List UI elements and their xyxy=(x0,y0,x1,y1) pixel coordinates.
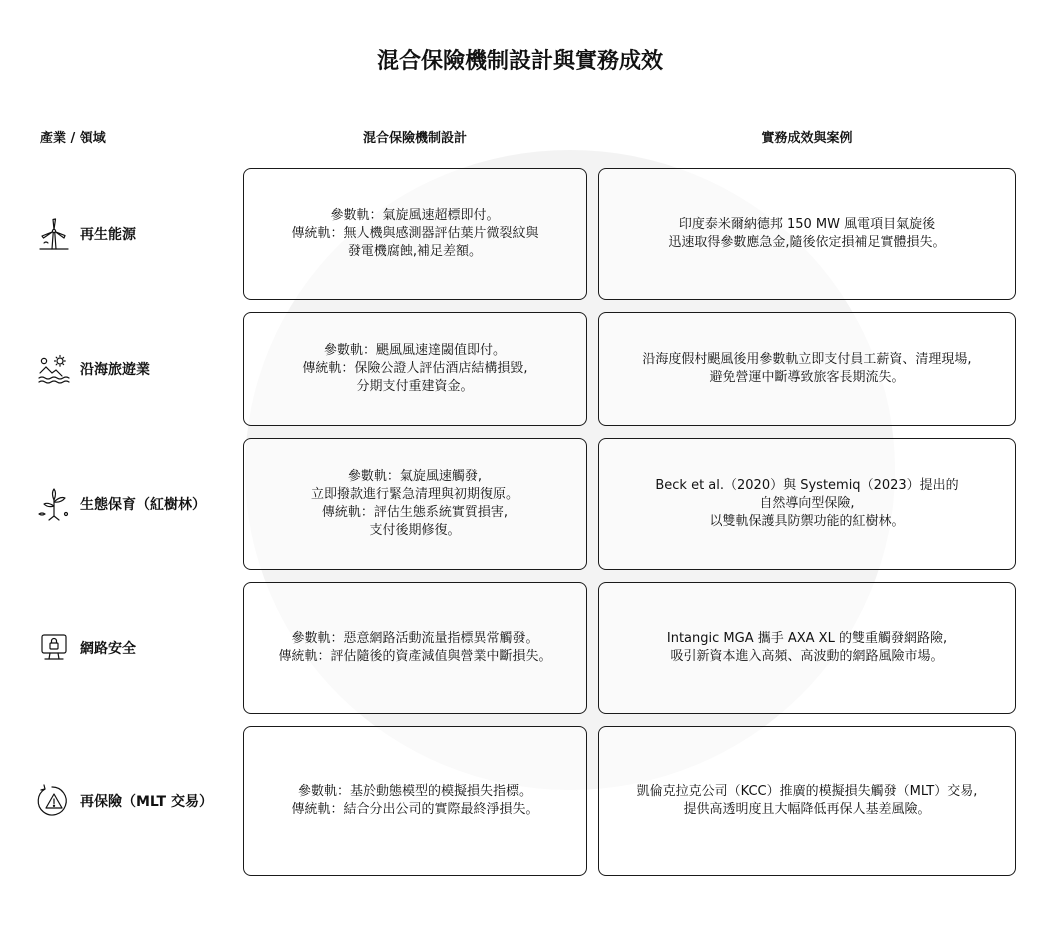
industry-label: 生態保育（紅樹林） xyxy=(80,497,206,513)
results-text-line: 以雙軌保護具防禦功能的紅樹林。 xyxy=(709,514,905,529)
results-card xyxy=(598,582,1016,714)
warning-cycle-icon xyxy=(36,783,72,819)
table-row-renewable-energy xyxy=(0,168,1040,300)
column-header-results: 實務成效與案例 xyxy=(761,131,853,146)
design-text-line: 傳統軌：無人機與感測器評估葉片微裂紋與 xyxy=(291,226,539,241)
table-row-reinsurance xyxy=(0,726,1040,876)
design-card xyxy=(243,582,587,714)
design-text-line: 參數軌：基於動態模型的模擬損失指標。 xyxy=(297,784,532,799)
design-text-line: 傳統軌：評估生態系統實質損害, xyxy=(321,505,509,520)
design-card xyxy=(243,312,587,426)
results-text-line: 印度泰米爾納德邦 150 MW 風電項目氣旋後 xyxy=(678,217,936,232)
column-header-industry: 產業 / 領域 xyxy=(40,131,106,146)
industry-cell xyxy=(36,312,150,426)
results-card xyxy=(598,168,1016,300)
design-text-line: 參數軌：颶風風速達閾值即付。 xyxy=(323,343,506,358)
results-text-line: 吸引新資本進入高頻、高波動的網路風險市場。 xyxy=(670,649,944,664)
industry-cell xyxy=(36,438,206,570)
results-card xyxy=(598,438,1016,570)
results-text-line: Beck et al.（2020）與 Systemiq（2023）提出的 xyxy=(655,478,959,493)
page-title: 混合保險機制設計與實務成效 xyxy=(376,49,663,74)
design-text-line: 支付後期修復。 xyxy=(369,523,461,538)
results-text-line: Intangic MGA 攜手 AXA XL 的雙重觸發網路險, xyxy=(666,631,948,646)
results-card xyxy=(598,726,1016,876)
results-text-line: 凱倫克拉克公司（KCC）推廣的模擬損失觸發（MLT）交易, xyxy=(636,784,978,799)
design-text-line: 分期支付重建資金。 xyxy=(356,379,474,394)
wind-turbine-icon xyxy=(36,216,72,252)
industry-cell xyxy=(36,168,136,300)
industry-label: 再生能源 xyxy=(80,227,136,243)
design-text-line: 傳統軌：評估隨後的資產減值與營業中斷損失。 xyxy=(278,649,552,664)
results-card xyxy=(598,312,1016,426)
design-card xyxy=(243,438,587,570)
design-text-line: 參數軌：惡意網路活動流量指標異常觸發。 xyxy=(291,631,539,646)
industry-cell xyxy=(36,582,136,714)
column-header-design: 混合保險機制設計 xyxy=(362,131,467,146)
design-text-line: 發電機腐蝕,補足差額。 xyxy=(347,244,483,259)
industry-cell xyxy=(36,726,213,876)
results-text-line: 迅速取得參數應急金,隨後依定損補足實體損失。 xyxy=(668,235,946,250)
design-text-line: 傳統軌：保險公證人評估酒店結構損毀, xyxy=(302,361,528,376)
design-card xyxy=(243,168,587,300)
design-text-line: 參數軌：氣旋風速超標即付。 xyxy=(330,208,500,223)
table-row-cybersecurity xyxy=(0,582,1040,714)
results-text-line: 避免營運中斷導致旅客長期流失。 xyxy=(709,370,905,385)
mangrove-icon xyxy=(36,486,72,522)
design-card xyxy=(243,726,587,876)
industry-label: 再保險（MLT 交易） xyxy=(80,794,213,810)
results-text-line: 自然導向型保險, xyxy=(759,496,855,511)
computer-lock-icon xyxy=(36,630,72,666)
design-text-line: 傳統軌：結合分出公司的實際最終淨損失。 xyxy=(291,802,539,817)
table-row-coastal-tourism xyxy=(0,312,1040,426)
design-text-line: 立即撥款進行緊急清理與初期復原。 xyxy=(310,487,519,502)
beach-sun-icon xyxy=(36,351,72,387)
results-text-line: 沿海度假村颶風後用參數軌立即支付員工薪資、清理現場, xyxy=(642,352,972,367)
table-row-conservation xyxy=(0,438,1040,570)
design-text-line: 參數軌：氣旋風速觸發, xyxy=(347,469,483,484)
industry-label: 網路安全 xyxy=(80,641,136,657)
industry-label: 沿海旅遊業 xyxy=(80,362,150,378)
results-text-line: 提供高透明度且大幅降低再保人基差風險。 xyxy=(683,802,931,817)
